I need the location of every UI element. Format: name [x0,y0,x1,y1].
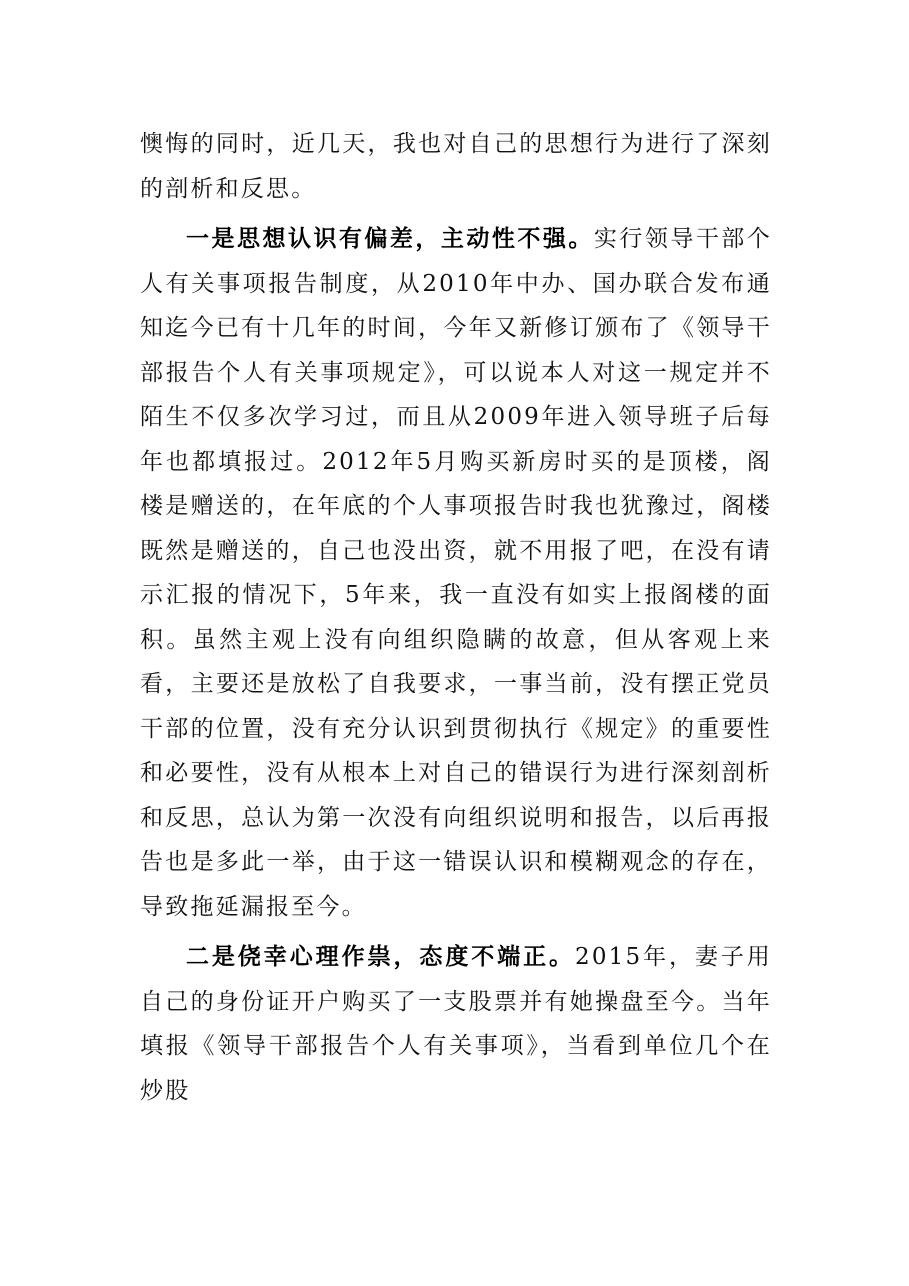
paragraph-text: 懊悔的同时，近几天，我也对自己的思想行为进行了深刻的剖析和反思。 [140,131,772,202]
paragraph-point-one [140,217,772,929]
paragraph-text: 实行领导干部个人有关事项报告制度，从2010年中办、国办联合发布通知迄今已有十几年的时间，今年又新修订颁布了《领导干部报告个人有关事项规定》，可以说本人对这一规定并不陌生不仅多次学习过，而且从2009年进入领导班子后每年也都填报过。2012年5月购买新房时买的是顶楼，阁楼是赠送的，在年底的个人事项报告时我也犹豫过，阁楼既然是赠送的，自己也没出资，就不用报了吧，在没有请示汇报的情况下，5年来，我一直没有如实上报阁楼的面积。虽然主观上没有向组织隐瞒的故意，但从客观上来看，主要还是放松了自我要求，一事当前，没有摆正党员干部的位置，没有充分认识到贯彻执行《规定》的重要性和必要性，没有从根本上对自己的错误行为进行深刻剖析和反思，总认为第一次没有向组织说明和报告，以后再报告也是多此一举，由于这一错误认识和模糊观念的存在，导致拖延漏报至今。 [140,226,773,920]
paragraph-point-two [140,935,772,1113]
paragraph-text: 2015年，妻子用自己的身份证开户购买了一支股票并有她操盘至今。当年填报《领导干部报告个人有关事项》，当看到单位几个在炒股 [140,944,772,1104]
paragraph-intro [140,122,772,211]
document-body [140,122,772,1119]
paragraph-lead-heading: 一是思想认识有偏差，主动性不强。 [186,225,594,252]
paragraph-lead-heading: 二是侥幸心理作祟，态度不端正。 [186,943,575,970]
